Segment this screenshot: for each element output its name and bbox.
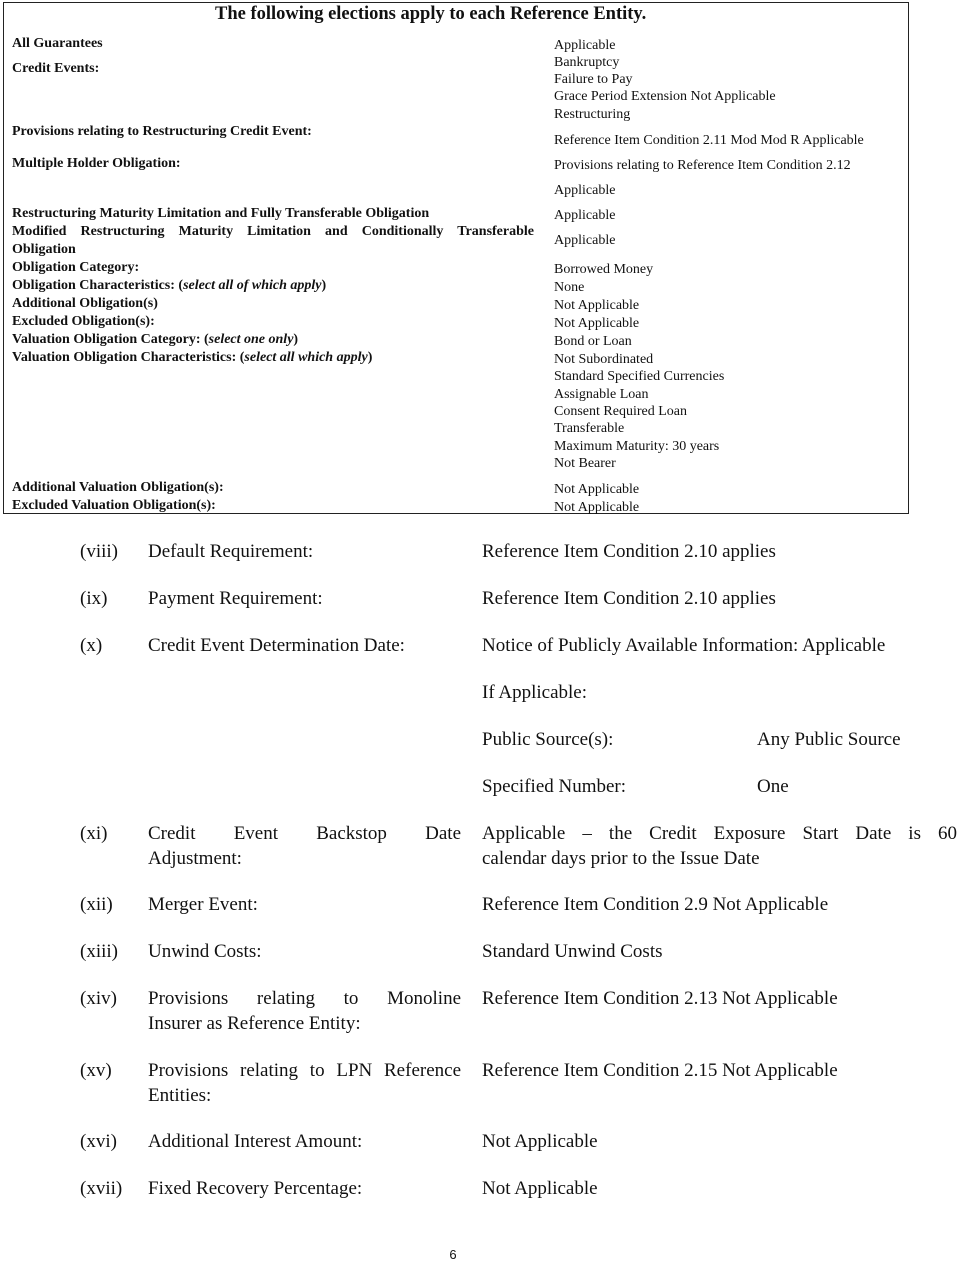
- excluded-valuation-value: Not Applicable: [554, 500, 640, 515]
- all-guarantees-label: All Guarantees: [12, 36, 103, 51]
- additional-interest-value: Not Applicable: [482, 1131, 598, 1152]
- restructuring-provisions-label: Provisions relating to Restructuring Credit Event:: [12, 124, 312, 139]
- additional-valuation-label: Additional Valuation Obligation(s):: [12, 480, 224, 495]
- additional-valuation-value: Not Applicable: [554, 482, 640, 497]
- payment-requirement-value: Reference Item Condition 2.10 applies: [482, 588, 776, 609]
- valuation-characteristic-item: Transferable: [554, 421, 625, 436]
- item-number: (xiv): [80, 988, 117, 1009]
- credit-event-bankruptcy: Bankruptcy: [554, 55, 620, 70]
- mrmlcto-label-line1: Modified Restructuring Maturity Limitation and Conditionally Transferable: [12, 224, 534, 239]
- credit-event-grace-period: Grace Period Extension Not Applicable: [554, 89, 776, 104]
- mrmlcto-value: Applicable: [554, 233, 616, 248]
- additional-interest-label: Additional Interest Amount:: [148, 1131, 363, 1152]
- item-number: (xvi): [80, 1131, 117, 1152]
- excluded-obligations-label: Excluded Obligation(s):: [12, 314, 155, 329]
- credit-event-determination-label: Credit Event Determination Date:: [148, 635, 405, 656]
- item-number: (xv): [80, 1060, 112, 1081]
- merger-event-label: Merger Event:: [148, 894, 258, 915]
- multiple-holder-label: Multiple Holder Obligation:: [12, 156, 181, 171]
- backstop-adjustment-label-line2: Adjustment:: [148, 848, 242, 869]
- restructuring-provisions-value: Reference Item Condition 2.11 Mod Mod R Applicable: [554, 133, 864, 148]
- excluded-obligations-value: Not Applicable: [554, 316, 640, 331]
- valuation-characteristic-item: Maximum Maturity: 30 years: [554, 439, 720, 454]
- valuation-characteristic-item: Standard Specified Currencies: [554, 369, 725, 384]
- specified-number-label: Specified Number:: [482, 776, 627, 797]
- backstop-adjustment-label-line1: Credit Event Backstop Date: [148, 823, 461, 844]
- valuation-category-value: Bond or Loan: [554, 334, 632, 349]
- item-number: (xiii): [80, 941, 118, 962]
- excluded-valuation-label: Excluded Valuation Obligation(s):: [12, 498, 216, 513]
- monoline-insurer-label-line1: Provisions relating to Monoline: [148, 988, 461, 1009]
- item-number: (xii): [80, 894, 113, 915]
- backstop-adjustment-value-line2: calendar days prior to the Issue Date: [482, 848, 760, 869]
- obligation-category-label: Obligation Category:: [12, 260, 140, 275]
- fixed-recovery-label: Fixed Recovery Percentage:: [148, 1178, 363, 1199]
- public-source-label: Public Source(s):: [482, 729, 614, 750]
- lpn-reference-label-line2: Entities:: [148, 1085, 212, 1106]
- elections-table: [3, 2, 909, 514]
- multiple-holder-value-applicable: Applicable: [554, 183, 616, 198]
- default-requirement-value: Reference Item Condition 2.10 applies: [482, 541, 776, 562]
- monoline-insurer-label-line2: Insurer as Reference Entity:: [148, 1013, 361, 1034]
- table-title: The following elections apply to each Reference Entity.: [215, 4, 647, 24]
- mrmlcto-label-line2: Obligation: [12, 242, 76, 257]
- obligation-characteristics-value: None: [554, 280, 585, 295]
- page-number: 6: [449, 1247, 457, 1262]
- valuation-characteristic-item: Not Subordinated: [554, 352, 654, 367]
- all-guarantees-value: Applicable: [554, 38, 616, 53]
- obligation-characteristics-label: Obligation Characteristics: (select all of which apply): [12, 278, 327, 293]
- unwind-costs-value: Standard Unwind Costs: [482, 941, 663, 962]
- specified-number-value: One: [757, 776, 789, 797]
- valuation-characteristic-item: Assignable Loan: [554, 387, 649, 402]
- item-number: (viii): [80, 541, 118, 562]
- item-number: (ix): [80, 588, 108, 609]
- valuation-characteristic-item: Consent Required Loan: [554, 404, 687, 419]
- if-applicable-heading: If Applicable:: [482, 682, 587, 703]
- monoline-insurer-value: Reference Item Condition 2.13 Not Applicable: [482, 988, 838, 1009]
- backstop-adjustment-value-line1: Applicable – the Credit Exposure Start Date is 60: [482, 823, 957, 844]
- merger-event-value: Reference Item Condition 2.9 Not Applicable: [482, 894, 829, 915]
- public-source-value: Any Public Source: [757, 729, 901, 750]
- item-number: (x): [80, 635, 103, 656]
- additional-obligations-value: Not Applicable: [554, 298, 640, 313]
- multiple-holder-value: Provisions relating to Reference Item Condition 2.12: [554, 158, 851, 173]
- fixed-recovery-value: Not Applicable: [482, 1178, 598, 1199]
- credit-events-label: Credit Events:: [12, 61, 100, 76]
- lpn-reference-value: Reference Item Condition 2.15 Not Applicable: [482, 1060, 838, 1081]
- valuation-characteristics-label: Valuation Obligation Characteristics: (select all which apply): [12, 350, 373, 365]
- obligation-category-value: Borrowed Money: [554, 262, 654, 277]
- credit-event-restructuring: Restructuring: [554, 107, 631, 122]
- valuation-characteristic-item: Not Bearer: [554, 456, 616, 471]
- payment-requirement-label: Payment Requirement:: [148, 588, 323, 609]
- additional-obligations-label: Additional Obligation(s): [12, 296, 158, 311]
- rmlfto-label: Restructuring Maturity Limitation and Fully Transferable Obligation: [12, 206, 430, 221]
- rmlfto-value: Applicable: [554, 208, 616, 223]
- lpn-reference-label-line1: Provisions relating to LPN Reference: [148, 1060, 461, 1081]
- item-number: (xi): [80, 823, 108, 844]
- valuation-category-label: Valuation Obligation Category: (select one only): [12, 332, 299, 347]
- credit-event-failure-to-pay: Failure to Pay: [554, 72, 633, 87]
- default-requirement-label: Default Requirement:: [148, 541, 314, 562]
- item-number: (xvii): [80, 1178, 123, 1199]
- credit-event-determination-value: Notice of Publicly Available Information: Applicable: [482, 635, 886, 656]
- unwind-costs-label: Unwind Costs:: [148, 941, 262, 962]
